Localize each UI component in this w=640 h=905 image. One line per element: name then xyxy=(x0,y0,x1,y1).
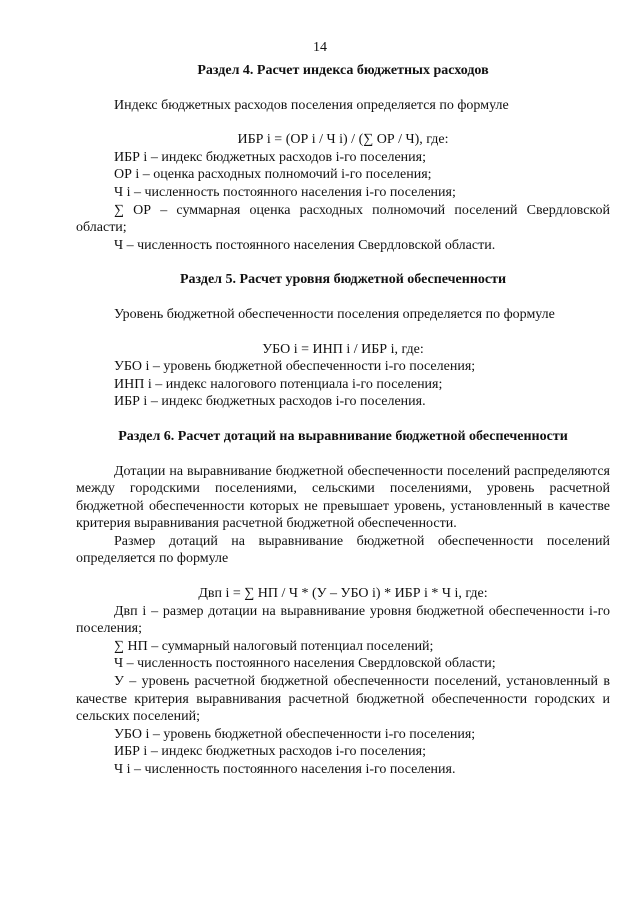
section-4-title: Раздел 4. Расчет индекса бюджетных расходов xyxy=(197,63,489,78)
document-content xyxy=(76,62,610,779)
section-5-formula: УБО i = ИНП i / ИБР i, где: xyxy=(262,341,424,357)
section-5-definition: УБО i – уровень бюджетной обеспеченности i-го поселения; xyxy=(114,359,476,375)
page-number: 14 xyxy=(313,40,327,55)
section-6-definition: ∑ НП – суммарный налоговый потенциал поселений; xyxy=(114,638,434,654)
spacer xyxy=(76,411,610,428)
section-5-intro: Уровень бюджетной обеспеченности поселения определяется по формуле xyxy=(114,306,555,322)
spacer xyxy=(76,289,610,306)
section-6-definition: Ч – численность постоянного населения Свердловской области; xyxy=(114,656,496,672)
section-4-definition: Ч – численность постоянного населения Свердловской области. xyxy=(114,237,496,253)
section-6-definition: УБО i – уровень бюджетной обеспеченности i-го поселения; xyxy=(114,726,476,742)
section-6-paragraph-1: Дотации на выравнивание бюджетной обеспеченности поселений распределяются между городскими поселениями, сельскими поселениями, уровень расчетной бюджетной обеспеченности которых не превышает уровень, установленный в качестве критерия выравнивания расчетной бюджетной обеспеченности. xyxy=(76,463,610,532)
section-4-formula: ИБР i = (ОР i / Ч i) / (∑ ОР / Ч), где: xyxy=(237,132,449,148)
section-6-title: Раздел 6. Расчет дотаций на выравнивание бюджетной обеспеченности xyxy=(118,428,568,444)
section-6-definition: У – уровень расчетной бюджетной обеспеченности поселений, установленный в качестве критерия выравнивания расчетной бюджетной обеспеченности городских и сельских поселений; xyxy=(76,674,610,725)
section-5-definition: ИНП i – индекс налогового потенциала i-го поселения; xyxy=(114,376,443,392)
spacer xyxy=(76,446,610,463)
spacer xyxy=(76,80,610,97)
section-6-definition: Двп i – размер дотации на выравнивание уровня бюджетной обеспеченности i-го поселения; xyxy=(76,603,610,637)
section-6-formula: Двп i = ∑ НП / Ч * (У – УБО i) * ИБР i * Ч i, где: xyxy=(198,586,488,602)
section-5-title: Раздел 5. Расчет уровня бюджетной обеспеченности xyxy=(179,272,507,288)
section-6-paragraph-2: Размер дотаций на выравнивание бюджетной обеспеченности поселений определяется по формуле xyxy=(76,533,610,567)
section-4-definition: ∑ ОР – суммарная оценка расходных полномочий поселений Свердловской области; xyxy=(76,202,610,236)
section-6-definition: Ч i – численность постоянного населения i-го поселения. xyxy=(114,762,456,777)
section-4-definition: ИБР i – индекс бюджетных расходов i-го поселения; xyxy=(114,149,426,165)
section-4-definition: ОР i – оценка расходных полномочий i-го поселения; xyxy=(114,167,432,183)
spacer xyxy=(76,324,610,341)
section-6-definition: ИБР i – индекс бюджетных расходов i-го поселения; xyxy=(114,744,426,760)
spacer xyxy=(76,114,610,131)
section-5-definition: ИБР i – индекс бюджетных расходов i-го поселения. xyxy=(114,394,426,410)
spacer xyxy=(76,568,610,585)
spacer xyxy=(76,254,610,271)
section-4-intro: Индекс бюджетных расходов поселения определяется по формуле xyxy=(114,97,509,113)
section-4-definition: Ч i – численность постоянного населения i-го поселения; xyxy=(114,184,456,200)
